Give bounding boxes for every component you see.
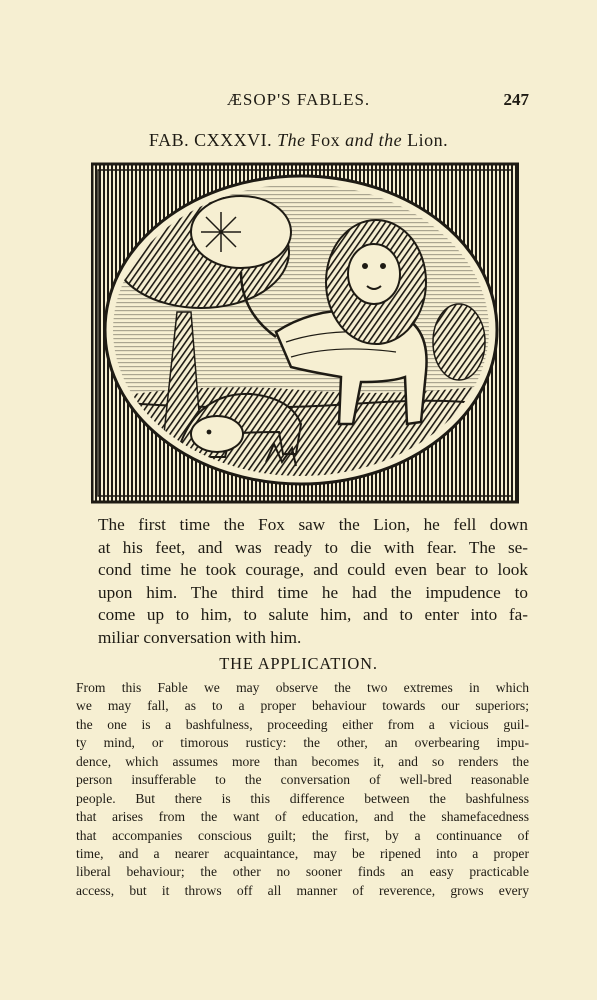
application-text-line: people. But there is this difference between the bashfulness <box>76 790 529 806</box>
fable-text-line: upon him. The third time he had the impudence to <box>98 582 528 602</box>
application-text-line: time, and a nearer acquaintance, may be ripened into a proper <box>76 845 529 861</box>
application-text-line: liberal behaviour; the other no sooner finds an easy practicable <box>76 864 529 880</box>
fable-text <box>98 514 528 650</box>
application-text-line: access, but it throws off all manner of reverence, grows every <box>76 882 529 898</box>
fable-text-line: at his feet, and was ready to die with fear. The se- <box>98 537 528 557</box>
fable-title-word-3: and <box>345 130 374 150</box>
application-text <box>76 679 529 900</box>
running-head <box>0 90 597 114</box>
running-head-title: ÆSOP'S FABLES. <box>226 90 371 109</box>
application-text-line: we may fall, as to a proper behaviour towards our superiors; <box>76 698 529 714</box>
application-text-line: the one is a bashfulness, proceeding either from a vicious guil- <box>76 716 529 732</box>
page-number: 247 <box>503 90 529 109</box>
application-text-line: dence, which assumes more than becomes it, and so renders the <box>76 753 529 769</box>
application-text-line: From this Fable we may observe the two extremes in which <box>76 680 529 695</box>
fable-text-line: The first time the Fox saw the Lion, he fell down <box>98 515 528 534</box>
application-text-line: that accompanies conscious guilt; the first, by a continuance of <box>76 827 529 843</box>
fable-number: FAB. CXXXVI. <box>148 130 273 150</box>
fable-text-line: come up to him, to salute him, and to enter into fa- <box>98 605 528 625</box>
application-text-line: person insufferable to the conversation of well-bred reasonable <box>76 772 529 788</box>
fable-title-word-4: the <box>373 130 408 150</box>
fable-title <box>0 130 597 151</box>
application-text-line: ty mind, or timorous rusticy: the other, an overbearing impu- <box>76 735 529 751</box>
fable-text-line: cond time he took courage, and could even bear to look <box>98 560 528 580</box>
application-text-line: that arises from the want of education, and the shamefacedness <box>76 809 529 825</box>
fox-and-lion-woodcut <box>91 162 519 504</box>
fable-title-word-1: The <box>277 130 306 150</box>
application-heading: THE APPLICATION. <box>219 654 378 673</box>
fable-title-word-2: Fox <box>305 130 346 150</box>
fable-text-line: miliar conversation with him. <box>98 627 302 647</box>
fable-title-word-5: Lion. <box>407 130 449 150</box>
